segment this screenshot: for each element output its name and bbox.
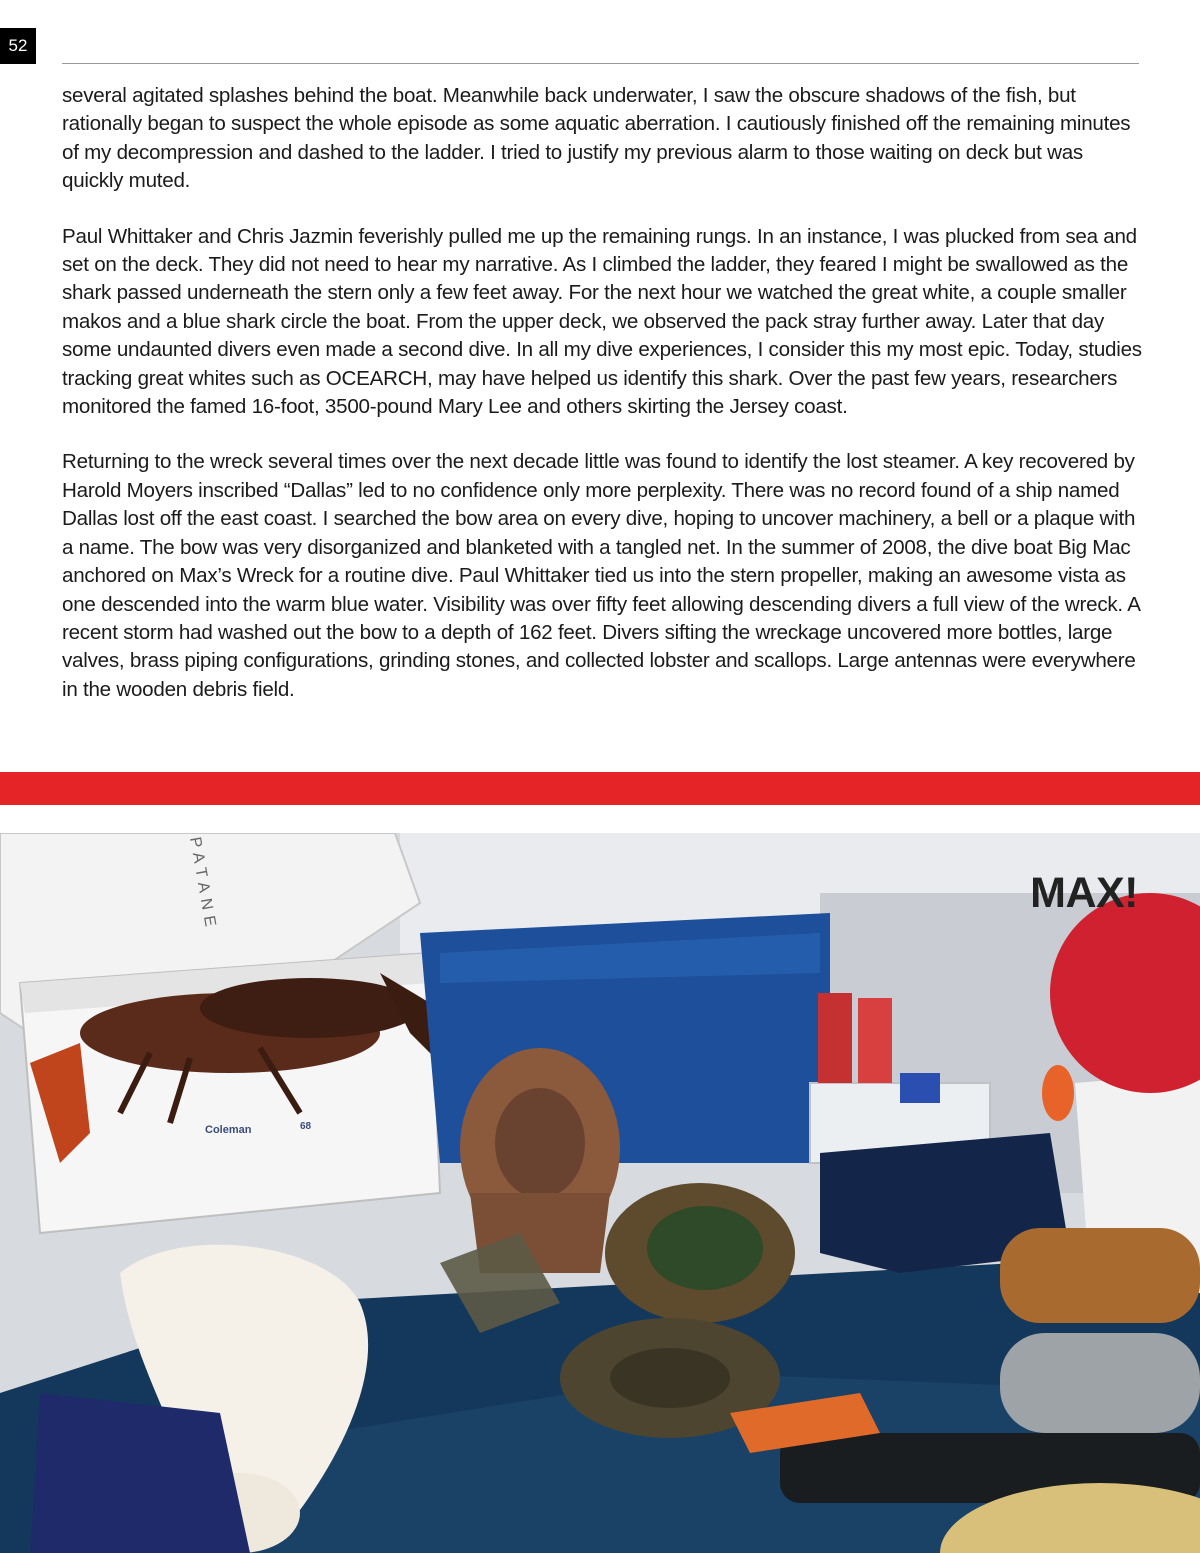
header-rule [62,63,1139,64]
cooler-label: Coleman [205,1124,252,1136]
paragraph: Paul Whittaker and Chris Jazmin feverishly pulled me up the remaining rungs. In an instance, I was plucked from sea and set on the deck. They did not need to hear my narrative. As I climbed the ladder, they feared I might be swallowed as the shark passed underneath the stern only a few feet away. For the next hour we watched the great white, a couple smaller makos and a blue shark circle the boat. From the upper deck, we observed the pack stray further away. Later that day some undaunted divers even made a second dive. In all my dive experiences, I consider this my most epic. Today, studies tracking great whites such as OCEARCH, may have helped us identify this shark. Over the past few years, researchers monitored the famed 16-foot, 3500-pound Mary Lee and others skirting the Jersey coast. [62,224,1142,419]
crusted-artifact [460,1048,620,1273]
paragraph: several agitated splashes behind the boat. Meanwhile back underwater, I saw the obscure shadows of the fish, but rationally began to suspect the whole episode as some aquatic aberration. I cautiously finished off the remaining minutes of my decompression and dashed to the ladder. I tried to justify my previous alarm to those waiting on deck but was quickly muted. [62,84,1131,193]
photo-illustration [0,833,1200,1553]
article-body [62,82,1142,731]
paragraph: Returning to the wreck several times over the next decade little was found to identify the lost steamer. A key recovered by Harold Moyers inscribed “Dallas” led to no confidence only more perplexity. There was no record found of a ship named Dallas lost off the east coast. I searched the bow area on every dive, hoping to uncover machinery, a bell or a plaque with a name. The bow was very disorganized and blanketed with a tangled net. In the summer of 2008, the dive boat Big Mac anchored on Max’s Wreck for a routine dive. Paul Whittaker tied us into the stern propeller, making an awesome vista as one descended into the warm blue water. Visibility was over fifty feet allowing descending divers a full view of the wreck. A recent storm had washed out the bow to a depth of 162 feet. Divers sifting the wreckage uncovered more bottles, large valves, brass piping configurations, grinding stones, and collected lobster and scallops. Large antennas were everywhere in the wooden debris field. [62,450,1140,701]
photo-boat-deck [0,833,1200,1553]
accent-band [0,772,1200,805]
photo-caption: MAX! [1030,869,1138,917]
cooler-label-number: 68 [300,1121,312,1132]
page-number: 52 [0,28,36,64]
lid-marking: PATANE [186,835,220,934]
